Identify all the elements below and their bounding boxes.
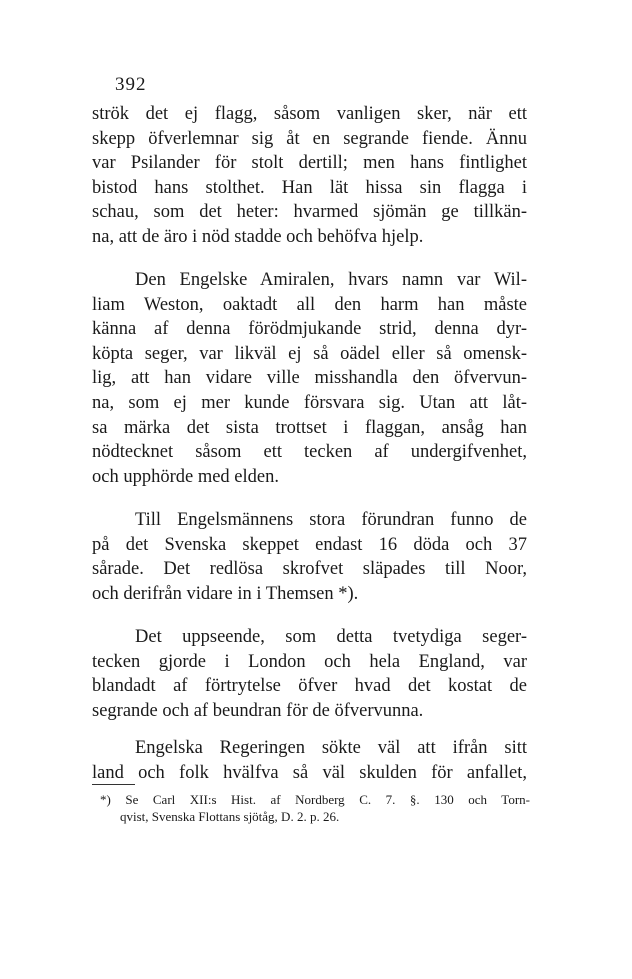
text-line: bistod hans stolthet. Han lät hissa sin flagga i [92, 177, 527, 198]
text-line: tecken gjorde i London och hela England, var [92, 651, 527, 672]
paragraph-4 [92, 625, 527, 723]
text-line: Den Engelske Amiralen, hvars namn var Wil- [135, 270, 527, 290]
text-line: na, att de äro i nöd stadde och behöfva hjelp. [92, 226, 424, 247]
paragraph-2 [92, 268, 527, 489]
text-line: skepp öfverlemnar sig åt en segrande fiende. Ännu [92, 128, 527, 149]
text-line: land och folk hvälfva så väl skulden för anfallet, [92, 762, 527, 783]
text-line: känna af denna förödmjukande strid, denna dyr- [92, 319, 527, 340]
text-line: Det uppseende, som detta tvetydiga seger- [135, 627, 527, 647]
text-line: och upphörde med elden. [92, 466, 279, 487]
text-line: sa märka det sista trottset i flaggan, ansåg han [92, 417, 527, 438]
text-line: på det Svenska skeppet endast 16 döda och 37 [92, 534, 527, 555]
text-line: blandadt af förtrytelse öfver hvad det kostat de [92, 676, 527, 697]
text-line: strök det ej flagg, såsom vanligen sker, när ett [92, 104, 527, 124]
text-line: och derifrån vidare in i Themsen *). [92, 583, 359, 604]
text-line: Till Engelsmännens stora förundran funno de [135, 510, 527, 530]
footnote-divider [92, 784, 135, 785]
text-line: segrande och af beundran för de öfvervunna. [92, 700, 424, 721]
text-line: na, som ej mer kunde försvara sig. Utan att låt- [92, 392, 527, 413]
text-line: nödtecknet såsom ett tecken af undergifvenhet, [92, 442, 527, 463]
text-line: sårade. Det redlösa skrofvet släpades till Noor, [92, 559, 527, 580]
page-number: 392 [115, 74, 147, 95]
text-line: schau, som det heter: hvarmed sjömän ge tillkän- [92, 202, 527, 223]
paragraph-3 [92, 508, 527, 606]
footnote-line: qvist, Svenska Flottans sjötåg, D. 2. p. 26. [120, 809, 340, 824]
text-line: var Psilander för stolt dertill; men hans fintlighet [92, 153, 527, 174]
text-line: lig, att han vidare ville misshandla den öfvervun- [92, 368, 527, 389]
text-line: liam Weston, oaktadt all den harm han måste [92, 294, 527, 315]
footnote-line: *) Se Carl XII:s Hist. af Nordberg C. 7. §. 130 och Torn- [100, 792, 530, 807]
text-line: Engelska Regeringen sökte väl att ifrån sitt [135, 738, 527, 758]
paragraph-5 [92, 736, 527, 785]
text-line: köpta seger, var likväl ej så oädel eller så omensk- [92, 343, 527, 364]
footnote [100, 791, 530, 825]
paragraph-1 [92, 102, 527, 250]
